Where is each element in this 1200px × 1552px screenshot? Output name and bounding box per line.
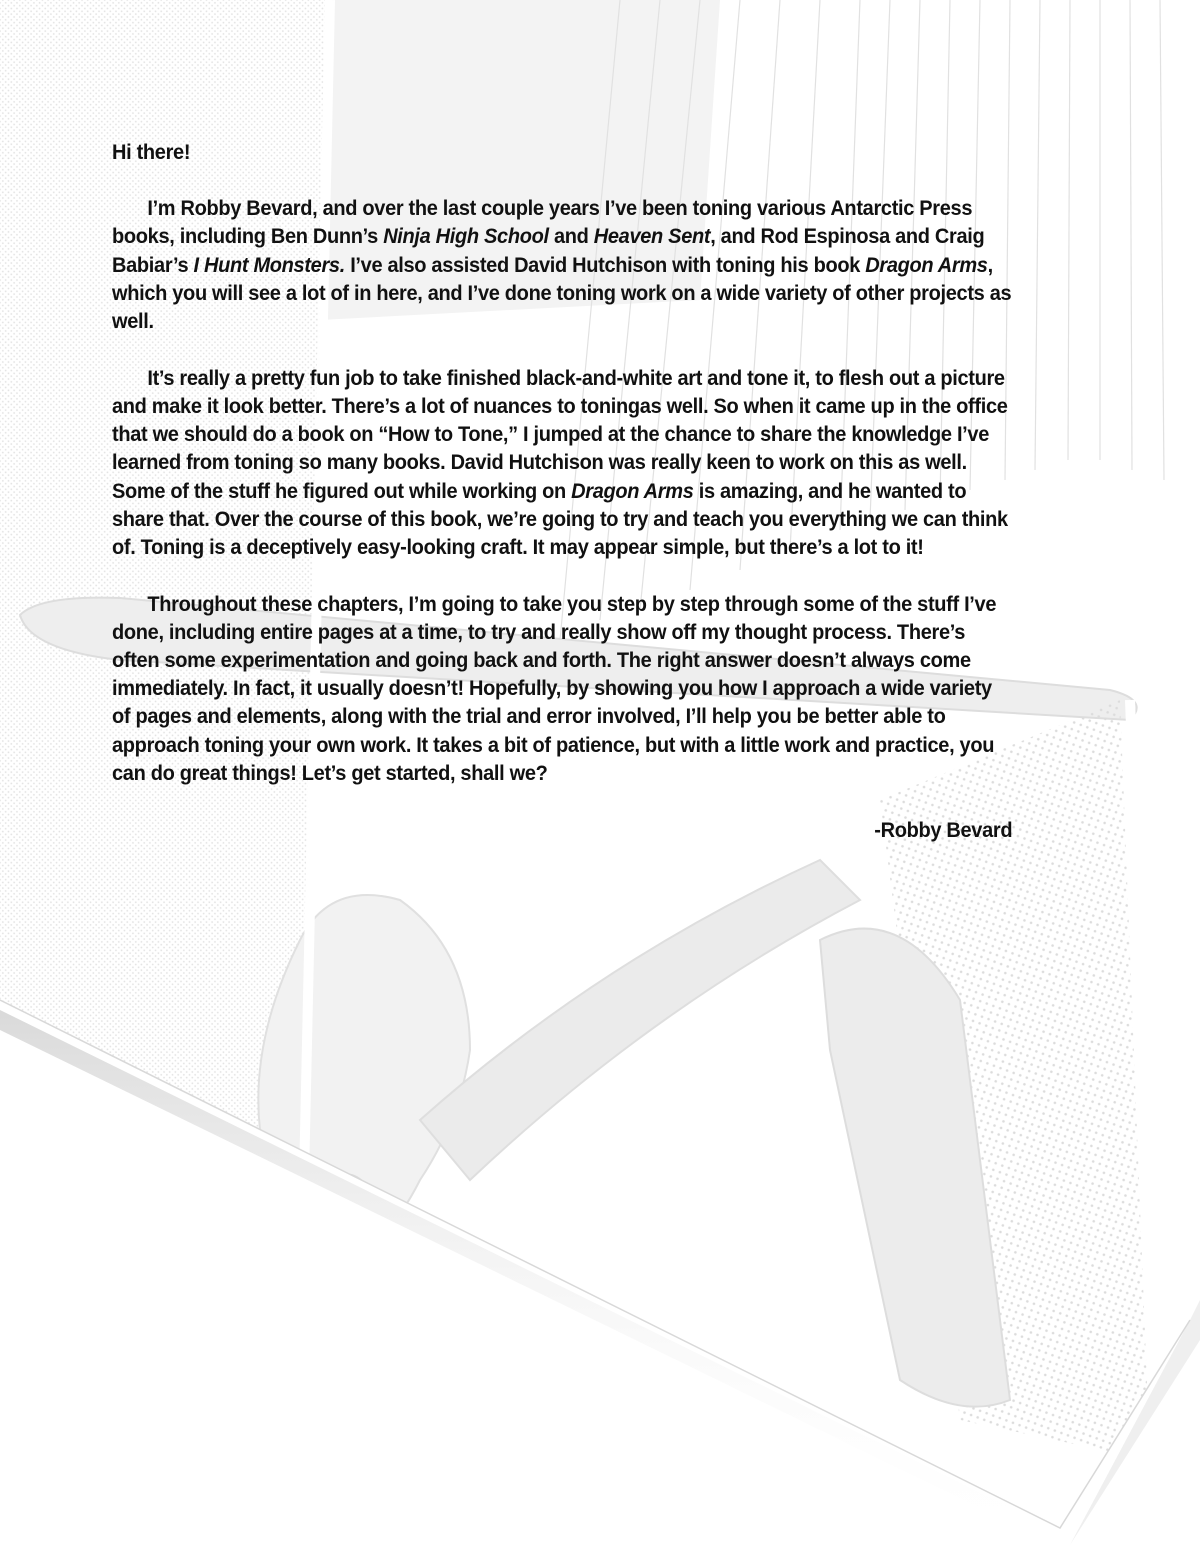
text-run: I’ve also assisted David Hutchison with toning his book: [344, 252, 866, 277]
paragraph-3: [112, 590, 1012, 787]
text-run: , and Rod Espinosa and Craig Babiar’s: [112, 224, 985, 277]
text-run: is amazing, and he wanted to share that. Over the course of this book, we’re going to try and teach you everything we can think of. Toning is a deceptively easy-looking craft. It may appear simple, but there’s a lot to it!: [112, 478, 1008, 559]
paragraph-2: [112, 364, 1012, 561]
paragraph-1: [112, 194, 1012, 335]
text-run: , which you will see a lot of in here, and I’ve done toning work on a wide variety of other projects as well.: [112, 252, 1012, 334]
greeting: Hi there!: [112, 140, 191, 164]
title-italic: Ninja High School: [383, 224, 549, 249]
title-italic: Dragon Arms: [865, 252, 988, 277]
title-italic: Heaven Sent: [593, 224, 711, 249]
arm-shape: [420, 860, 860, 1180]
title-italic: I Hunt Monsters.: [193, 252, 345, 277]
intro-letter: [112, 138, 1012, 865]
signature: -Robby Bevard: [874, 817, 1013, 842]
text-run: and: [548, 224, 594, 249]
title-italic: Dragon Arms: [571, 478, 694, 503]
text-run: I’m Robby Bevard, and over the last couple years I’ve been toning various Antarctic Press books, including Ben Dunn’s: [112, 196, 973, 249]
text-run: It’s really a pretty fun job to take finished black-and-white art and tone it, to flesh out a picture and make it look better. There’s a lot of nuances to toningas well. So when it came up in the office that we should do a book on “How to Tone,” I jumped at the chance to share the knowledge I’ve learned from toning so many books. David Hutchison was really keen to work on this as well. Some of the stuff he figured out while working on: [112, 365, 1008, 503]
text-run: Throughout these chapters, I’m going to take you step by step through some of the stuff I’ve done, including entire pages at a time, to try and really show off my thought process. There’s often some experimentation and going back and forth. The right answer doesn’t always come immediately. In fact, it usually doesn’t! Hopefully, by showing you how I approach a wide variety of pages and elements, along with the trial and error involved, I’ll help you be better able to approach toning your own work. It takes a bit of patience, but with a little work and practice, you can do great things! Let’s get started, shall we?: [112, 591, 997, 785]
